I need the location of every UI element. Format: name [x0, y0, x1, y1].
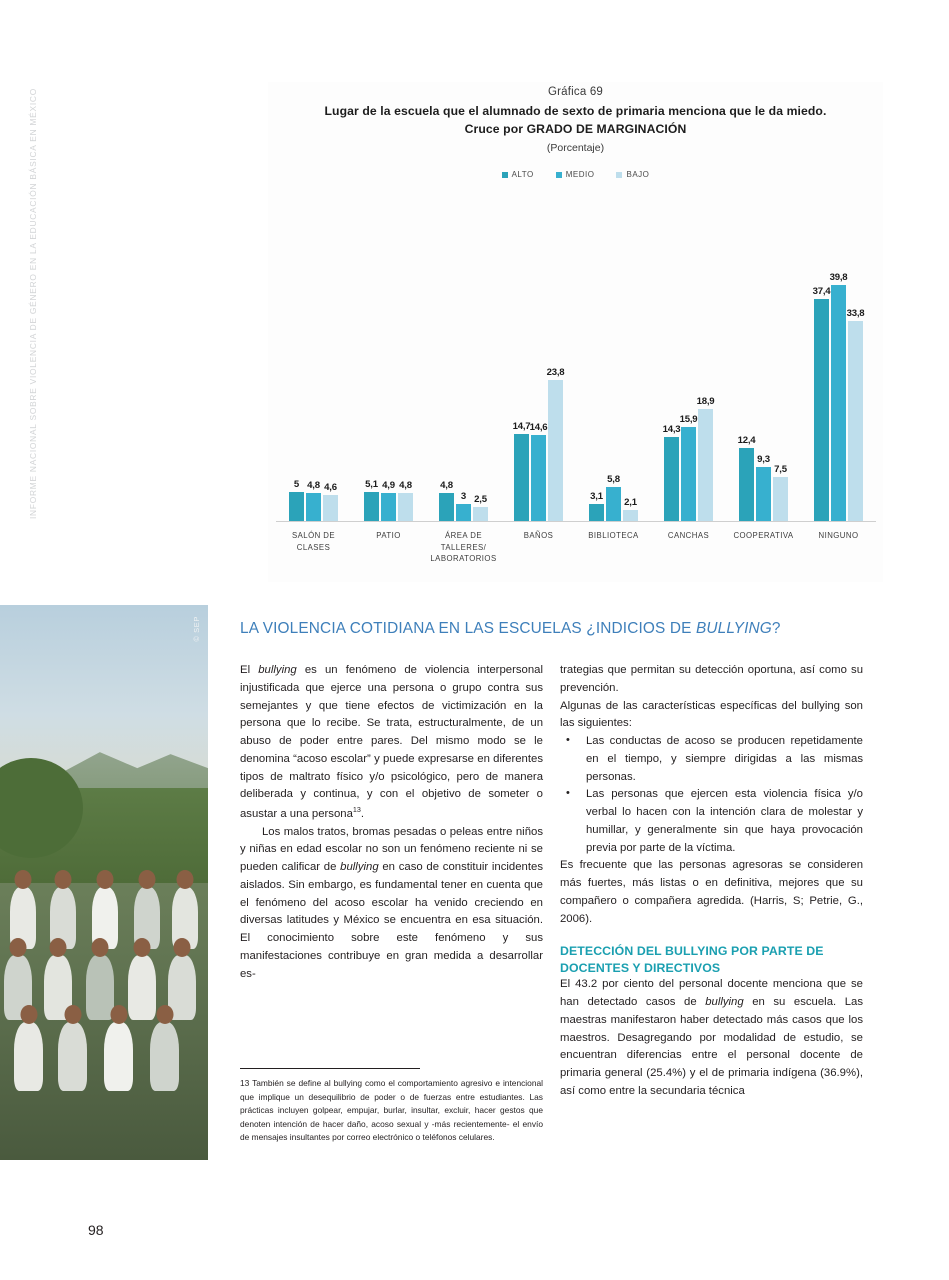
right-paragraph-4 — [560, 976, 863, 1100]
category-label-line: CANCHAS — [667, 531, 710, 540]
bar-value-label: 7,5 — [774, 464, 787, 476]
bar-rect — [456, 504, 471, 522]
bar-medio — [681, 230, 696, 522]
p1-part-b: es un fenómeno de violencia interpersonal injustificada que ejerce una persona o grupo contra sus semejantes y que tiene efectos de victimización en la persona que lo recibe. Se trata, estructuralmente, de un abuso de poder entre pares. Del mismo modo se le denomina “acoso escolar” y puede expresarse en diferentes tipos de maltrato físico y/o psicológico, pero de manera deliberada y continua, y con el objetivo de someter o asustar a una persona — [240, 664, 543, 820]
legend-item-bajo — [616, 170, 649, 179]
bar-alto — [664, 230, 679, 522]
bar-value-label: 14,6 — [529, 422, 548, 434]
bar-rect — [381, 493, 396, 522]
bar-rect — [773, 477, 788, 522]
bar-bajo — [698, 230, 713, 522]
category-label — [426, 524, 501, 580]
category-label-line: LABORATORIOS — [430, 554, 497, 564]
footnote-rule — [240, 1068, 420, 1069]
bar-alto — [364, 230, 379, 522]
bar-value-label: 3,1 — [590, 490, 603, 502]
section-heading — [240, 620, 880, 638]
section-heading-tail: ? — [771, 620, 781, 637]
photograph — [0, 605, 208, 1160]
p2-part-b: en caso de constituir incidentes aislados. Sin embargo, es fundamental tener en cuenta que el fenómeno del acoso escolar ha venido creciendo en diversas latitudes y México se encuentra en esa situación. El conocimiento sobre este fenómeno y sus manifestaciones contribuye en gran medida a desarrollar es- — [240, 861, 543, 980]
bar-medio — [381, 230, 396, 522]
legend-label: MEDIO — [565, 170, 595, 180]
bar-rect — [473, 507, 488, 522]
legend-swatch-icon — [616, 172, 622, 178]
bar-value-label: 4,8 — [440, 480, 453, 492]
chart-plot-area — [276, 230, 876, 580]
bar-value-label: 18,9 — [696, 396, 715, 408]
legend-item-alto — [502, 170, 534, 179]
photo-credit: © SEP — [192, 616, 201, 642]
bar-rect — [831, 285, 846, 522]
bar-alto — [439, 230, 454, 522]
bar-medio — [756, 230, 771, 522]
photo-child-head — [97, 870, 114, 889]
bar-alto — [814, 230, 829, 522]
bar-value-label: 5,1 — [365, 478, 378, 490]
category-label-line: CLASES — [296, 542, 331, 552]
bar-value-label: 5 — [293, 479, 300, 491]
p1-italic-bullying: bullying — [258, 664, 297, 676]
photo-child-head — [9, 938, 26, 957]
category-label — [501, 524, 576, 580]
bar-rect — [364, 492, 379, 522]
photo-child-head — [20, 1005, 37, 1024]
bar-rect — [323, 495, 338, 522]
p2-italic-bullying: bullying — [340, 861, 379, 874]
chart-figure-number: Gráfica 69 — [547, 86, 604, 98]
photo-child-head — [173, 938, 190, 957]
category-label — [801, 524, 876, 580]
bar-group — [726, 230, 801, 522]
bar-value-label: 4,9 — [382, 479, 395, 491]
bar-rect — [306, 493, 321, 522]
bar-bajo — [548, 230, 563, 522]
bar-alto — [289, 230, 304, 522]
bar-group — [276, 230, 351, 522]
legend-item-medio — [556, 170, 595, 179]
legend-swatch-icon — [502, 172, 508, 178]
bar-rect — [589, 504, 604, 522]
bar-value-label: 14,3 — [662, 423, 681, 435]
bar-bajo — [398, 230, 413, 522]
bar-rect — [664, 437, 679, 522]
chart-title-line-2: Cruce por GRADO DE MARGINACIÓN — [464, 121, 687, 136]
right-paragraph-1: trategias que permitan su detección oportuna, así como su prevención. — [560, 664, 863, 694]
photo-child-head — [55, 870, 72, 889]
bullet-item: • Las conductas de acoso se producen repetidamente en el tiempo, y siempre dirigidas a las mismas personas. — [560, 733, 863, 786]
running-head-sidebar — [28, 88, 46, 668]
bar-group — [801, 230, 876, 522]
bar-rect — [398, 493, 413, 522]
photo-child-head — [49, 938, 66, 957]
bar-rect — [514, 434, 529, 522]
photo-child-head — [139, 870, 156, 889]
chart-title-block — [268, 82, 883, 154]
bar-rect — [289, 492, 304, 522]
bar-rect — [606, 487, 621, 522]
chart-subtitle: (Porcentaje) — [546, 142, 605, 155]
bar-medio — [531, 230, 546, 522]
bar-bajo — [323, 230, 338, 522]
photo-child-figure — [58, 1022, 87, 1091]
bar-alto — [514, 230, 529, 522]
category-label-line: NINGUNO — [818, 531, 859, 540]
bar-value-label: 3 — [460, 491, 467, 503]
chart-title — [268, 103, 883, 138]
footnote-block — [240, 1068, 543, 1145]
photo-child-figure — [128, 955, 156, 1021]
photo-child-head — [156, 1005, 173, 1024]
body-column-right — [560, 662, 863, 1101]
subsection-heading: DETECCIÓN DEL BULLYING POR PARTE DE DOCENTES Y DIRECTIVOS — [560, 944, 824, 975]
bar-value-label: 2,5 — [474, 494, 487, 506]
chart-category-labels — [276, 524, 876, 580]
chart-panel — [268, 82, 883, 582]
photo-child-head — [64, 1005, 81, 1024]
photo-child-head — [110, 1005, 127, 1024]
body-column-left — [240, 662, 543, 983]
bar-value-label: 14,7 — [512, 421, 531, 433]
right-paragraph-3: Es frecuente que las personas agresoras se consideren más fuertes, más listas o en definitiva, mejores que su compañero o compañera agredida. (Harris, S; Petrie, G., 2006). — [560, 859, 863, 925]
chart-axis-line — [276, 521, 876, 522]
page-number: 98 — [88, 1222, 104, 1238]
p1-part-a: El — [240, 664, 259, 676]
bar-bajo — [848, 230, 863, 522]
p4-italic-bullying: bullying — [705, 996, 744, 1009]
photo-child-figure — [104, 1022, 133, 1091]
photo-child-figure — [86, 955, 114, 1021]
bar-bajo — [473, 230, 488, 522]
running-head-text: INFORME NACIONAL SOBRE VIOLENCIA DE GÉNERO EN LA EDUCACIÓN BÁSICA EN MÉXICO — [28, 88, 38, 520]
category-label — [276, 524, 351, 580]
bar-value-label: 15,9 — [679, 414, 698, 426]
chart-legend — [268, 170, 883, 179]
bar-medio — [456, 230, 471, 522]
bullet-list — [560, 733, 863, 857]
bar-group — [651, 230, 726, 522]
legend-label: BAJO — [626, 170, 650, 180]
right-paragraph-2: Algunas de las características específicas del bullying son las siguientes: — [560, 699, 863, 730]
bar-alto — [739, 230, 754, 522]
bar-value-label: 9,3 — [757, 453, 770, 465]
footnote-reference: 13 — [352, 805, 361, 814]
category-label-line: TALLERES/ — [440, 542, 487, 552]
bar-rect — [739, 448, 754, 522]
category-label-line: ÁREA DE — [445, 531, 482, 540]
photo-child-head — [133, 938, 150, 957]
photo-child-head — [15, 870, 32, 889]
bar-group — [576, 230, 651, 522]
category-label — [576, 524, 651, 580]
bar-bajo — [623, 230, 638, 522]
section-heading-plain: LA VIOLENCIA COTIDIANA EN LAS ESCUELAS ¿INDICIOS DE — [240, 620, 696, 637]
paragraph-2 — [240, 824, 543, 984]
bar-rect — [848, 321, 863, 522]
footnote-text: 13 También se define al bullying como el comportamiento agresivo e intencional que implique un desequilibrio de poder o de fuerzas entre estudiantes. Las prácticas incluyen golpear, empujar, burlar, insultar, excluir, hacer gestos que denoten intención de hacer daño, acoso sexual y -más recientemente- el envío de mensajes insultantes por correo electrónico o teléfonos celulares. — [240, 1078, 543, 1143]
bar-group — [501, 230, 576, 522]
category-label-line: BAÑOS — [523, 531, 554, 540]
bar-value-label: 33,8 — [846, 307, 865, 319]
bar-rect — [439, 493, 454, 522]
category-label — [726, 524, 801, 580]
photo-child-head — [177, 870, 194, 889]
bar-value-label: 23,8 — [546, 367, 565, 379]
bar-rect — [814, 299, 829, 522]
chart-bars — [276, 230, 876, 522]
p4-part-b: en su escuela. Las maestras manifestaron haber detectado más casos que los maestros. Desagregando por modalidad de estudio, se encuentran diferencias entre el personal docente de primaria general (25.4%) y el de primaria indígena (36.9%), así como entre la secundaria técnica — [560, 996, 863, 1097]
bar-medio — [831, 230, 846, 522]
category-label-line: COOPERATIVA — [733, 531, 794, 540]
chart-title-line-1: Lugar de la escuela que el alumnado de sexto de primaria menciona que le da miedo. — [324, 104, 827, 118]
photo-children-group — [0, 883, 208, 1161]
category-label-line: BIBLIOTECA — [588, 531, 639, 540]
bar-value-label: 2,1 — [624, 496, 637, 508]
bar-rect — [531, 435, 546, 522]
photo-child-head — [91, 938, 108, 957]
p4-part-a: El 43.2 por ciento del personal docente menciona que se han detectado casos de — [560, 978, 863, 1009]
bar-value-label: 4,8 — [399, 480, 412, 492]
bar-alto — [589, 230, 604, 522]
section-heading-italic: BULLYING — [695, 620, 772, 637]
category-label-line: SALÓN DE — [291, 531, 336, 540]
legend-label: ALTO — [511, 170, 534, 180]
bar-value-label: 5,8 — [607, 474, 620, 486]
bar-rect — [681, 427, 696, 522]
category-label — [651, 524, 726, 580]
p2-part-a: Los malos tratos, bromas pesadas o peleas entre niños y niñas en edad escolar no son un fenómeno reciente ni se pueden calificar de — [240, 825, 543, 874]
bar-value-label: 4,8 — [307, 480, 320, 492]
paragraph-1 — [240, 662, 543, 824]
photo-child-figure — [150, 1022, 179, 1091]
bar-value-label: 4,6 — [324, 481, 337, 493]
bar-group — [351, 230, 426, 522]
p1-part-c: . — [360, 807, 365, 820]
bar-medio — [606, 230, 621, 522]
bar-value-label: 39,8 — [829, 272, 848, 284]
bar-medio — [306, 230, 321, 522]
bar-bajo — [773, 230, 788, 522]
bar-value-label: 12,4 — [737, 435, 756, 447]
bar-group — [426, 230, 501, 522]
category-label — [351, 524, 426, 580]
legend-swatch-icon — [556, 172, 562, 178]
bar-rect — [698, 409, 713, 522]
bar-value-label: 37,4 — [812, 286, 831, 298]
category-label-line: PATIO — [376, 531, 401, 540]
bar-rect — [756, 467, 771, 522]
bar-rect — [548, 380, 563, 522]
photo-child-figure — [14, 1022, 43, 1091]
bullet-item: • Las personas que ejercen esta violencia física y/o verbal lo hacen con la intención clara de molestar y humillar, y generalmente sin que haya provocación previa por parte de la víctima. — [560, 786, 863, 857]
